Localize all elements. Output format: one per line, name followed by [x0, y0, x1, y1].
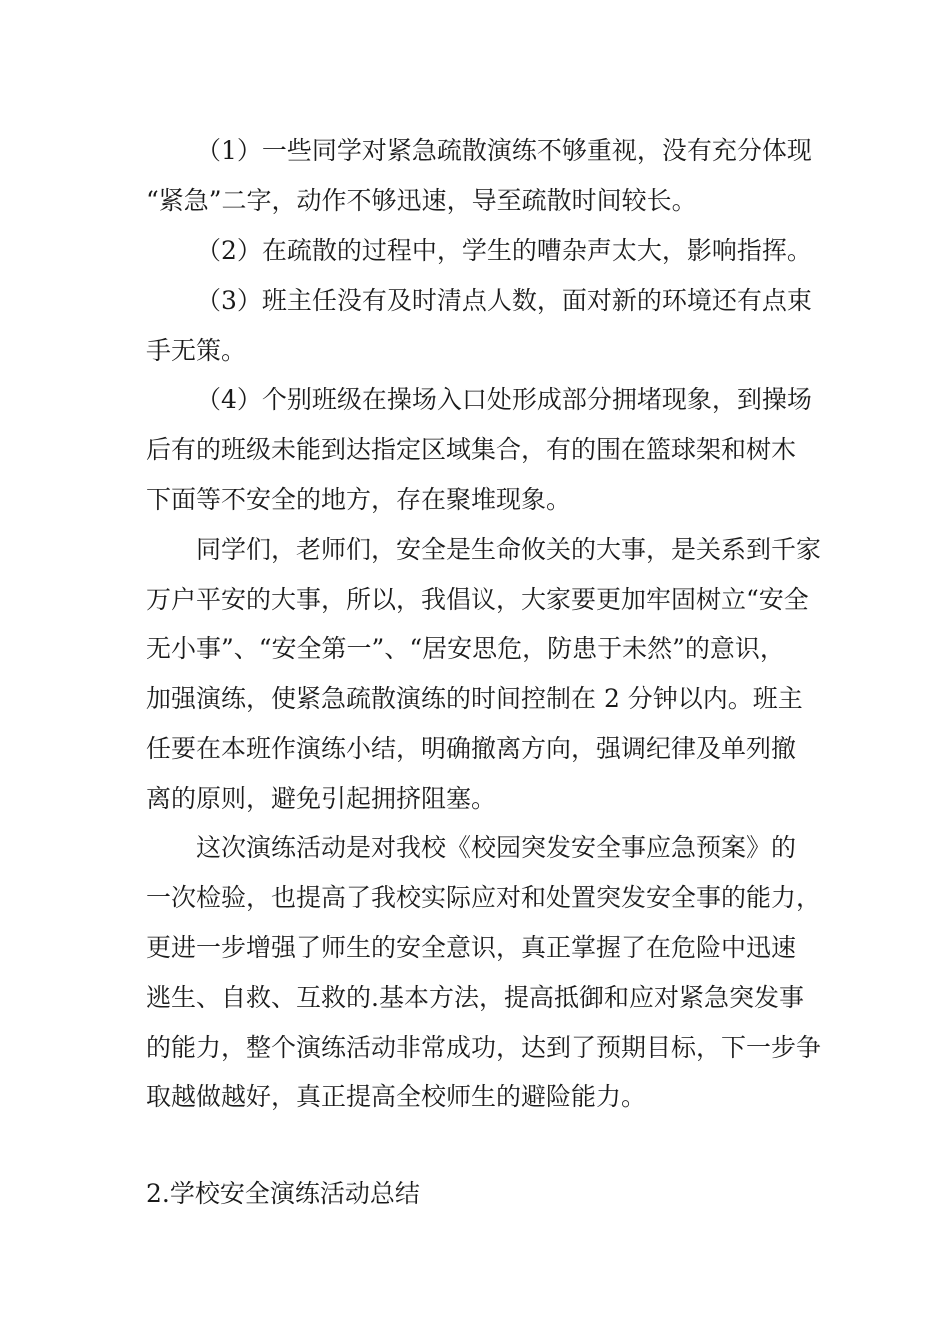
paragraph-2-line-1: （2）在疏散的过程中，学生的嘈杂声太大，影响指挥。 [196, 236, 812, 265]
paragraph-5-line-3: 无小事”、“安全第一”、“居安思危，防患于未然”的意识， [146, 634, 785, 663]
paragraph-1-line-2: “紧急”二字，动作不够迅速，导至疏散时间较长。 [146, 186, 697, 215]
paragraph-6-line-5: 的能力，整个演练活动非常成功，达到了预期目标，下一步争 [146, 1033, 822, 1062]
paragraph-3-line-2: 手无策。 [146, 336, 247, 365]
paragraph-6-line-2: 一次检验，也提高了我校实际应对和处置突发安全事的能力， [146, 883, 822, 912]
paragraph-6-line-3: 更进一步增强了师生的安全意识，真正掌握了在危险中迅速 [146, 933, 797, 962]
paragraph-4-line-1: （4）个别班级在操场入口处形成部分拥堵现象，到操场 [196, 385, 812, 414]
paragraph-6-line-1: 这次演练活动是对我校《校园突发安全事应急预案》的 [196, 833, 797, 862]
paragraph-6-line-4: 逃生、自救、互救的.基本方法，提高抵御和应对紧急突发事 [146, 983, 804, 1012]
paragraph-4-line-3: 下面等不安全的地方，存在聚堆现象。 [146, 485, 572, 514]
paragraph-5-line-1: 同学们，老师们，安全是生命攸关的大事，是关系到千家 [196, 535, 822, 564]
section-heading: 2.学校安全演练活动总结 [146, 1179, 420, 1208]
paragraph-6-line-6: 取越做越好，真正提高全校师生的避险能力。 [146, 1082, 647, 1111]
paragraph-4-line-2: 后有的班级未能到达指定区域集合，有的围在篮球架和树木 [146, 435, 797, 464]
paragraph-5-line-5: 任要在本班作演练小结，明确撤离方向，强调纪律及单列撤 [146, 734, 797, 763]
paragraph-5-line-2: 万户平安的大事，所以，我倡议，大家要更加牢固树立“安全 [146, 585, 809, 614]
paragraph-1-line-1: （1）一些同学对紧急疏散演练不够重视，没有充分体现 [196, 136, 812, 165]
paragraph-5-line-4: 加强演练，使紧急疏散演练的时间控制在 2 分钟以内。班主 [146, 684, 803, 713]
paragraph-3-line-1: （3）班主任没有及时清点人数，面对新的环境还有点束 [196, 286, 812, 315]
paragraph-5-line-6: 离的原则，避免引起拥挤阻塞。 [146, 784, 497, 813]
